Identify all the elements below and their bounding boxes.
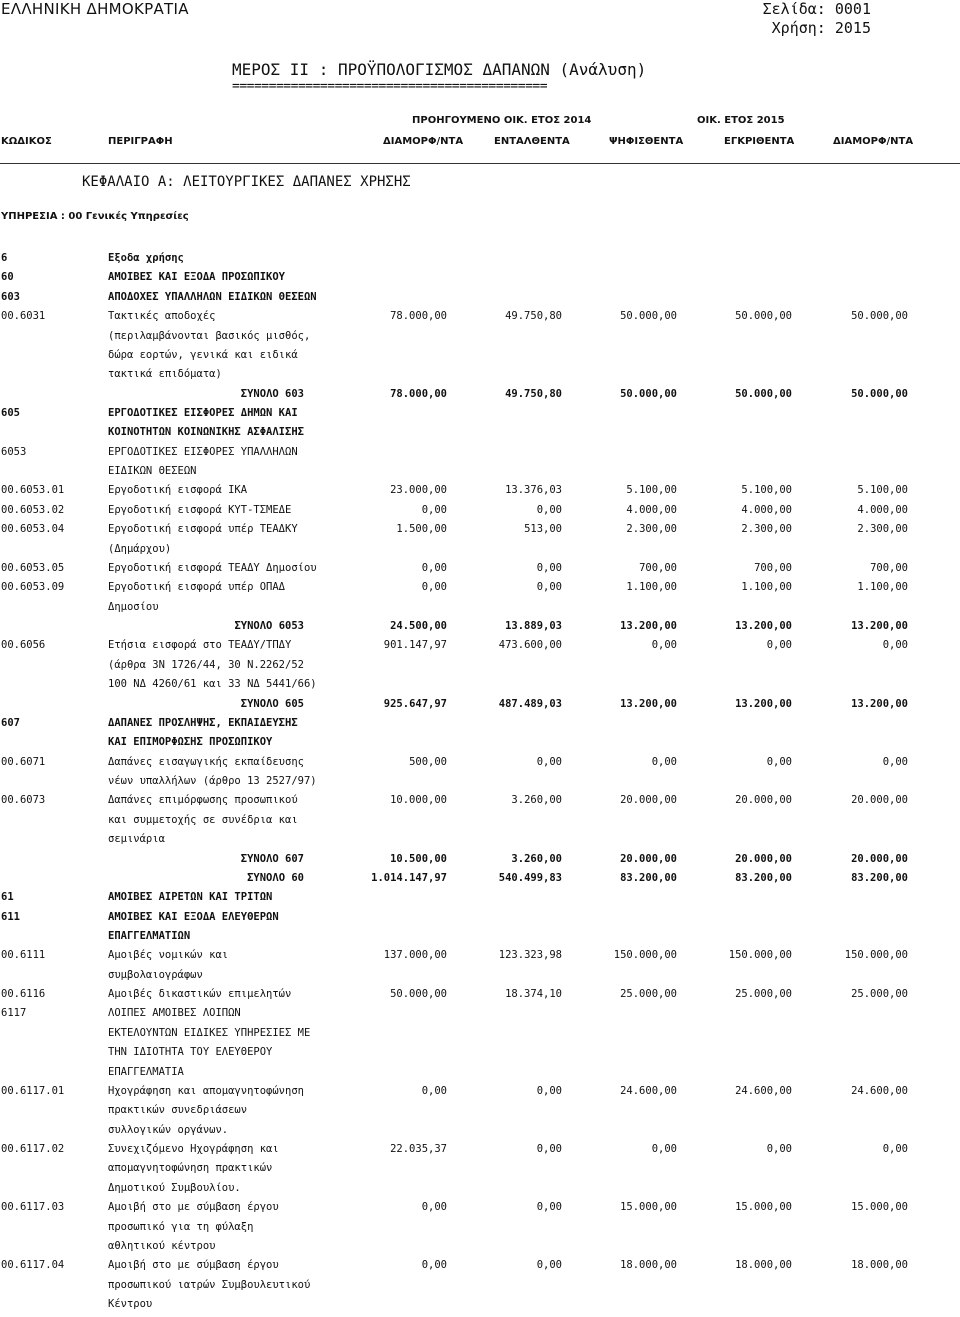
account-code: 60: [1, 271, 14, 284]
amount-col-2: 3.260,00: [511, 852, 562, 865]
account-code: 00.6117.04: [1, 1259, 65, 1272]
table-row: [0, 484, 960, 503]
table-row: [0, 1201, 960, 1220]
account-description: Αμοιβές νομικών και: [108, 949, 229, 962]
amount-col-5: 50.000,00: [851, 310, 908, 323]
account-code: 00.6116: [1, 988, 46, 1001]
table-row: [0, 678, 960, 697]
account-description: Εργοδοτική εισφορά υπέρ ΤΕΑΔΚΥ: [108, 523, 298, 536]
amount-col-2: 513,00: [524, 523, 562, 536]
amount-col-4: 20.000,00: [735, 794, 792, 807]
amount-col-4: 25.000,00: [735, 988, 792, 1001]
amount-col-2: 3.260,00: [511, 794, 562, 807]
total-row: [0, 698, 960, 717]
account-description: δώρα εορτών, γενικά και ειδικά: [108, 348, 298, 361]
account-description: ΕΙΔΙΚΩΝ ΘΕΣΕΩΝ: [108, 465, 197, 478]
amount-col-5: 18.000,00: [851, 1259, 908, 1272]
table-row: [0, 349, 960, 368]
table-row: [0, 988, 960, 1007]
table-row: [0, 291, 960, 310]
amount-col-2: 0,00: [536, 1259, 562, 1272]
account-code: 00.6117.02: [1, 1143, 65, 1155]
total-label: ΣΥΝΟΛΟ 605: [240, 697, 304, 710]
amount-col-1: 22.035,37: [390, 1143, 447, 1155]
amount-col-4: 15.000,00: [735, 1201, 792, 1214]
account-description: συμβολαιογράφων: [108, 968, 203, 981]
account-description: συλλογικών οργάνων.: [108, 1123, 229, 1136]
amount-col-3: 150.000,00: [613, 949, 677, 962]
table-row: [0, 330, 960, 349]
amount-col-5: 13.200,00: [851, 697, 908, 710]
amount-col-2: 487.489,03: [498, 697, 562, 710]
table-row: [0, 310, 960, 329]
total-row: [0, 853, 960, 872]
amount-col-3: 0,00: [651, 639, 677, 652]
account-description: Εργοδοτική εισφορά ΚΥΤ-ΤΣΜΕΔΕ: [108, 503, 292, 516]
amount-col-3: 0,00: [651, 755, 677, 768]
table-row: [0, 891, 960, 910]
table-row: [0, 407, 960, 426]
account-code: 00.6111: [1, 949, 46, 962]
amount-col-5: 0,00: [882, 1143, 908, 1155]
state-title: ΕΛΛΗΝΙΚΗ ΔΗΜΟΚΡΑΤΙΑ: [1, 0, 189, 18]
account-description: προσωπικού ιατρών Συμβουλευτικού: [108, 1278, 311, 1291]
amount-col-3: 5.100,00: [626, 484, 677, 497]
account-description: Δαπάνες επιμόρφωσης προσωπικού: [108, 794, 298, 807]
document-title: ΜΕΡΟΣ ΙΙ : ΠΡΟΫΠΟΛΟΓΙΣΜΟΣ ΔΑΠΑΝΩΝ (Ανάλυση): [232, 60, 647, 79]
amount-col-2: 0,00: [536, 581, 562, 594]
table-row: [0, 1240, 960, 1259]
account-description: Ετήσια εισφορά στο ΤΕΑΔΥ/ΤΠΔΥ: [108, 639, 292, 652]
account-code: 00.6053.05: [1, 561, 65, 574]
account-description: σεμινάρια: [108, 833, 165, 846]
amount-col-2: 123.323,98: [498, 949, 562, 962]
total-label: ΣΥΝΟΛΟ 607: [240, 852, 304, 865]
account-code: 00.6117.01: [1, 1084, 65, 1097]
amount-col-2: 473.600,00: [498, 639, 562, 652]
account-code: 00.6117.03: [1, 1201, 65, 1214]
amount-col-3: 18.000,00: [620, 1259, 677, 1272]
account-description: ΕΡΓΟΔΟΤΙΚΕΣ ΕΙΣΦΟΡΕΣ ΥΠΑΛΛΗΛΩΝ: [108, 445, 298, 458]
account-description: ΤΗΝ ΙΔΙΟΤΗΤΑ ΤΟΥ ΕΛΕΥΘΕΡΟΥ: [108, 1046, 273, 1059]
account-description: ΑΠΟΔΟΧΕΣ ΥΠΑΛΛΗΛΩΝ ΕΙΔΙΚΩΝ ΘΕΣΕΩΝ: [108, 290, 317, 303]
table-row: [0, 271, 960, 290]
column-header-description: ΠΕΡΙΓΡΑΦΗ: [108, 136, 173, 147]
account-description: (Δημάρχου): [108, 542, 172, 555]
account-description: Εργοδοτική εισφορά ΙΚΑ: [108, 484, 248, 497]
table-row: [0, 659, 960, 678]
account-code: 00.6053.02: [1, 503, 65, 516]
amount-col-3: 15.000,00: [620, 1201, 677, 1214]
amount-col-5: 13.200,00: [851, 620, 908, 632]
amount-col-1: 925.647,97: [383, 697, 447, 710]
amount-col-5: 24.600,00: [851, 1084, 908, 1097]
account-description: Τακτικές αποδοχές: [108, 310, 216, 323]
account-code: 61: [1, 891, 14, 904]
amount-col-1: 137.000,00: [383, 949, 447, 962]
account-description: Αμοιβή στο με σύμβαση έργου: [108, 1201, 279, 1214]
amount-col-5: 1.100,00: [857, 581, 908, 594]
table-row: [0, 1124, 960, 1143]
amount-col-1: 78.000,00: [390, 387, 447, 400]
table-row: [0, 368, 960, 387]
table-row: [0, 562, 960, 581]
account-description: ΕΠΑΓΓΕΛΜΑΤΙΩΝ: [108, 930, 191, 942]
account-description: απομαγνητοφώνηση πρακτικών: [108, 1162, 273, 1175]
account-description: Δημοσίου: [108, 600, 159, 613]
table-row: [0, 504, 960, 523]
amount-col-1: 24.500,00: [390, 620, 447, 632]
account-code: 6053: [1, 445, 27, 458]
amount-col-4: 18.000,00: [735, 1259, 792, 1272]
table-row: [0, 252, 960, 271]
table-row: [0, 1066, 960, 1085]
amount-col-2: 49.750,80: [505, 310, 562, 323]
amount-col-2: 49.750,80: [505, 387, 562, 400]
amount-col-4: 2.300,00: [741, 523, 792, 536]
account-description: νέων υπαλλήλων (άρθρο 13 2527/97): [108, 775, 317, 787]
amount-col-5: 2.300,00: [857, 523, 908, 536]
table-row: [0, 794, 960, 813]
amount-col-4: 0,00: [766, 755, 792, 768]
account-description: Αμοιβή στο με σύμβαση έργου: [108, 1259, 279, 1272]
account-description: Δαπάνες εισαγωγικής εκπαίδευσης: [108, 755, 304, 768]
table-row: [0, 949, 960, 968]
table-row: [0, 814, 960, 833]
amount-col-5: 700,00: [870, 561, 908, 574]
table-row: [0, 601, 960, 620]
account-description: Κέντρου: [108, 1298, 153, 1310]
table-row: [0, 1104, 960, 1123]
column-header-formed: ΔΙΑΜΟΡΦ/ΝΤΑ: [833, 136, 914, 147]
amount-col-4: 20.000,00: [735, 852, 792, 865]
account-description: ΕΠΑΓΓΕΛΜΑΤΙΑ: [108, 1065, 184, 1078]
table-row: [0, 1027, 960, 1046]
amount-col-3: 4.000,00: [626, 503, 677, 516]
account-code: 603: [1, 290, 20, 303]
total-label: ΣΥΝΟΛΟ 6053: [234, 620, 304, 632]
amount-col-4: 83.200,00: [735, 871, 792, 884]
account-code: 607: [1, 716, 20, 729]
amount-col-3: 24.600,00: [620, 1084, 677, 1097]
account-description: τακτικά επιδόματα): [108, 368, 222, 381]
amount-col-2: 540.499,83: [498, 871, 562, 884]
amount-col-2: 0,00: [536, 503, 562, 516]
account-description: ΕΚΤΕΛΟΥΝΤΩΝ ΕΙΔΙΚΕΣ ΥΠΗΡΕΣΙΕΣ ΜΕ: [108, 1026, 311, 1039]
amount-col-5: 0,00: [882, 755, 908, 768]
amount-col-5: 4.000,00: [857, 503, 908, 516]
account-description: Ηχογράφηση και απομαγνητοφώνηση: [108, 1084, 304, 1097]
account-description: προσωπικό για τη φύλαξη: [108, 1220, 254, 1233]
amount-col-4: 5.100,00: [741, 484, 792, 497]
total-label: ΣΥΝΟΛΟ 603: [240, 387, 304, 400]
table-row: [0, 1298, 960, 1317]
table-row: [0, 1143, 960, 1162]
amount-col-1: 50.000,00: [390, 988, 447, 1001]
table-row: [0, 775, 960, 794]
amount-col-3: 20.000,00: [620, 852, 677, 865]
amount-col-2: 18.374,10: [505, 988, 562, 1001]
account-description: και συμμετοχής σε συνέδρια και: [108, 813, 298, 826]
amount-col-2: 0,00: [536, 1201, 562, 1214]
table-row: [0, 1162, 960, 1181]
table-row: [0, 1221, 960, 1240]
table-row: [0, 1007, 960, 1026]
amount-col-3: 0,00: [651, 1143, 677, 1155]
amount-col-3: 700,00: [639, 561, 677, 574]
table-row: [0, 639, 960, 658]
amount-col-1: 901.147,97: [383, 639, 447, 652]
column-header-code: ΚΩΔΙΚΟΣ: [1, 136, 52, 147]
amount-col-5: 15.000,00: [851, 1201, 908, 1214]
amount-col-5: 5.100,00: [857, 484, 908, 497]
column-header-approved: ΕΓΚΡΙΘΕΝΤΑ: [724, 136, 795, 147]
account-description: ΚΟΙΝΟΤΗΤΩΝ ΚΟΙΝΩΝΙΚΗΣ ΑΣΦΑΛΙΣΗΣ: [108, 426, 304, 439]
amount-col-3: 50.000,00: [620, 387, 677, 400]
table-row: [0, 465, 960, 484]
current-year-label: ΟΙΚ. ΕΤΟΣ 2015: [697, 115, 785, 126]
service-title: ΥΠΗΡΕΣΙΑ : 00 Γενικές Υπηρεσίες: [1, 211, 189, 222]
amount-col-1: 0,00: [421, 1084, 447, 1097]
account-description: Συνεχιζόμενο Ηχογράφηση και: [108, 1143, 279, 1155]
account-description: ΛΟΙΠΕΣ ΑΜΟΙΒΕΣ ΛΟΙΠΩΝ: [108, 1007, 241, 1020]
amount-col-1: 500,00: [409, 755, 447, 768]
page-info: [763, 0, 871, 38]
table-row: [0, 1085, 960, 1104]
account-code: 6: [1, 252, 8, 264]
account-code: 00.6071: [1, 755, 46, 768]
table-row: [0, 523, 960, 542]
amount-col-4: 0,00: [766, 639, 792, 652]
chapter-title: ΚΕΦΑΛΑΙΟ Α: ΛΕΙΤΟΥΡΓΙΚΕΣ ΔΑΠΑΝΕΣ ΧΡΗΣΗΣ: [82, 174, 411, 190]
column-header-ordered: ΕΝΤΑΛΘΕΝΤΑ: [494, 136, 570, 147]
table-row: [0, 833, 960, 852]
amount-col-1: 0,00: [421, 561, 447, 574]
amount-col-2: 0,00: [536, 755, 562, 768]
title-underline: ===========================================: [232, 79, 548, 94]
table-row: [0, 426, 960, 445]
table-row: [0, 581, 960, 600]
amount-col-5: 83.200,00: [851, 871, 908, 884]
table-row: [0, 911, 960, 930]
total-label: ΣΥΝΟΛΟ 60: [247, 871, 304, 884]
header-divider: [0, 163, 960, 164]
account-description: ΔΑΠΑΝΕΣ ΠΡΟΣΛΗΨΗΣ, ΕΚΠΑΙΔΕΥΣΗΣ: [108, 716, 298, 729]
amount-col-1: 0,00: [421, 1259, 447, 1272]
account-description: Εργοδοτική εισφορά υπέρ ΟΠΑΔ: [108, 581, 286, 594]
amount-col-4: 4.000,00: [741, 503, 792, 516]
amount-col-1: 1.500,00: [396, 523, 447, 536]
amount-col-1: 78.000,00: [390, 310, 447, 323]
amount-col-5: 25.000,00: [851, 988, 908, 1001]
account-description: ΑΜΟΙΒΕΣ ΑΙΡΕΤΩΝ ΚΑΙ ΤΡΙΤΩΝ: [108, 891, 273, 904]
account-description: Εξοδα χρήσης: [108, 252, 184, 264]
amount-col-3: 25.000,00: [620, 988, 677, 1001]
amount-col-1: 10.500,00: [390, 852, 447, 865]
amount-col-3: 2.300,00: [626, 523, 677, 536]
fiscal-year: Χρήση: 2015: [771, 19, 871, 37]
account-description: Εργοδοτική εισφορά ΤΕΑΔΥ Δημοσίου: [108, 561, 317, 574]
account-code: 00.6053.01: [1, 484, 65, 497]
account-description: Αμοιβές δικαστικών επιμελητών: [108, 988, 292, 1001]
account-code: 00.6053.04: [1, 523, 65, 536]
table-row: [0, 930, 960, 949]
column-header-voted: ΨΗΦΙΣΘΕΝΤΑ: [609, 136, 684, 147]
amount-col-4: 13.200,00: [735, 697, 792, 710]
amount-col-4: 700,00: [754, 561, 792, 574]
amount-col-1: 10.000,00: [390, 794, 447, 807]
account-description: 100 ΝΔ 4260/61 και 33 ΝΔ 5441/66): [108, 678, 317, 691]
table-row: [0, 1279, 960, 1298]
amount-col-4: 24.600,00: [735, 1084, 792, 1097]
amount-col-2: 13.376,03: [505, 484, 562, 497]
table-row: [0, 736, 960, 755]
amount-col-5: 50.000,00: [851, 387, 908, 400]
account-description: (περιλαμβάνονται βασικός μισθός,: [108, 329, 311, 342]
amount-col-5: 0,00: [882, 639, 908, 652]
amount-col-1: 0,00: [421, 581, 447, 594]
account-code: 00.6031: [1, 310, 46, 323]
account-description: Δημοτικού Συμβουλίου.: [108, 1181, 241, 1194]
amount-col-1: 0,00: [421, 1201, 447, 1214]
amount-col-3: 83.200,00: [620, 871, 677, 884]
page-number: Σελίδα: 0001: [762, 0, 871, 18]
amount-col-4: 1.100,00: [741, 581, 792, 594]
account-code: 00.6073: [1, 794, 46, 807]
amount-col-2: 0,00: [536, 1084, 562, 1097]
account-description: ΕΡΓΟΔΟΤΙΚΕΣ ΕΙΣΦΟΡΕΣ ΔΗΜΩΝ ΚΑΙ: [108, 407, 298, 419]
amount-col-3: 1.100,00: [626, 581, 677, 594]
account-description: ΑΜΟΙΒΕΣ ΚΑΙ ΕΞΟΔΑ ΠΡΟΣΩΠΙΚΟΥ: [108, 271, 286, 284]
table-row: [0, 717, 960, 736]
account-description: (άρθρα 3Ν 1726/44, 30 Ν.2262/52: [108, 658, 304, 671]
total-row: [0, 620, 960, 639]
account-code: 00.6056: [1, 639, 46, 652]
amount-col-5: 150.000,00: [844, 949, 908, 962]
amount-col-2: 0,00: [536, 561, 562, 574]
column-header-prev-formed: ΔΙΑΜΟΡΦ/ΝΤΑ: [383, 136, 464, 147]
account-code: 611: [1, 910, 20, 923]
amount-col-1: 23.000,00: [390, 484, 447, 497]
amount-col-3: 13.200,00: [620, 620, 677, 632]
amount-col-1: 1.014.147,97: [371, 871, 447, 884]
total-row: [0, 388, 960, 407]
total-row: [0, 872, 960, 891]
amount-col-4: 50.000,00: [735, 387, 792, 400]
amount-col-3: 13.200,00: [620, 697, 677, 710]
amount-col-4: 50.000,00: [735, 310, 792, 323]
table-row: [0, 446, 960, 465]
amount-col-1: 0,00: [421, 503, 447, 516]
amount-col-3: 50.000,00: [620, 310, 677, 323]
amount-col-2: 0,00: [536, 1143, 562, 1155]
amount-col-4: 0,00: [766, 1143, 792, 1155]
account-description: αθλητικού κέντρου: [108, 1239, 216, 1252]
account-description: πρακτικών συνεδριάσεων: [108, 1104, 248, 1117]
amount-col-4: 150.000,00: [728, 949, 792, 962]
table-row: [0, 1182, 960, 1201]
account-description: ΚΑΙ ΕΠΙΜΟΡΦΩΣΗΣ ΠΡΟΣΩΠΙΚΟΥ: [108, 736, 273, 749]
amount-col-4: 13.200,00: [735, 620, 792, 632]
table-row: [0, 969, 960, 988]
amount-col-5: 20.000,00: [851, 794, 908, 807]
account-code: 605: [1, 407, 20, 419]
table-row: [0, 756, 960, 775]
table-row: [0, 543, 960, 562]
previous-year-label: ΠΡΟΗΓΟΥΜΕΝΟ ΟΙΚ. ΕΤΟΣ 2014: [412, 115, 592, 126]
account-code: 00.6053.09: [1, 581, 65, 594]
table-row: [0, 1046, 960, 1065]
amount-col-3: 20.000,00: [620, 794, 677, 807]
amount-col-2: 13.889,03: [505, 620, 562, 632]
account-description: ΑΜΟΙΒΕΣ ΚΑΙ ΕΞΟΔΑ ΕΛΕΥΘΕΡΩΝ: [108, 910, 279, 923]
account-code: 6117: [1, 1007, 27, 1020]
amount-col-5: 20.000,00: [851, 852, 908, 865]
table-row: [0, 1259, 960, 1278]
